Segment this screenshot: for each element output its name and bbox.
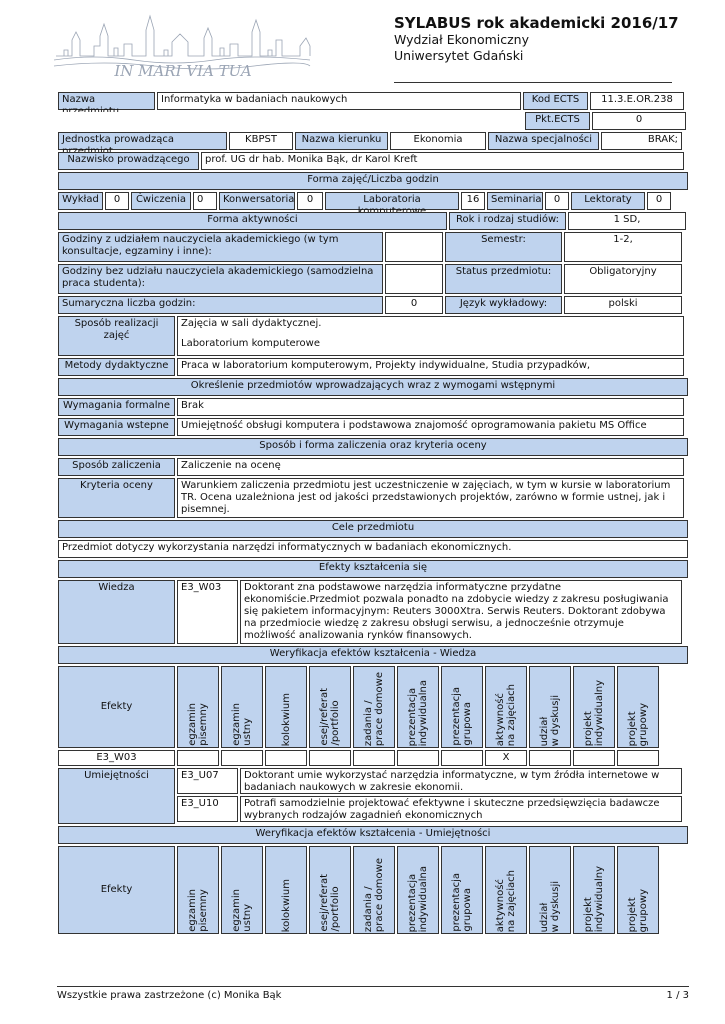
w03-mark	[265, 750, 307, 766]
hours-without-teacher-label: Godziny bez udziału nauczyciela akademickiego (samodzielna praca studenta):	[58, 264, 383, 294]
criteria-value: Warunkiem zaliczenia przedmiotu jest uczestniczenie w zajęciach, w tym w kursie w laboratorium TR. Ocena uzależniona jest od jakości przedstawionych projektów, zarówno w formie ustnej, jak i pisemnej.	[177, 478, 684, 518]
field-value: Ekonomia	[390, 132, 486, 150]
exercises-value: 0	[193, 192, 217, 210]
university-logo	[54, 10, 312, 80]
skills-items	[176, 767, 683, 825]
effects-label: Efekty	[58, 846, 175, 934]
outcomes-section-row	[57, 559, 689, 579]
u07-row	[176, 767, 683, 795]
formal-requirements-label: Wymagania formalne	[58, 398, 175, 416]
course-name-value: Informatyka w badaniach naukowych	[157, 92, 521, 110]
syllabus-title: SYLABUS rok akademicki 2016/17	[394, 14, 679, 32]
specialization-value: BRAK;	[601, 132, 682, 150]
unit-value: KBPST	[229, 132, 293, 150]
didactic-value: Praca w laboratorium komputerowym, Projekty indywidualne, Studia przypadków,	[177, 358, 684, 376]
col-homework: zadania / prace domowe	[353, 846, 395, 934]
activity-form-row	[57, 211, 689, 231]
page-number: 1 / 3	[666, 990, 689, 1001]
w03-mark	[221, 750, 263, 766]
status-label: Status przedmiotu:	[445, 264, 562, 294]
col-individual-project: projekt indywidualny	[573, 846, 615, 934]
university-name: Uniwersytet Gdański	[394, 48, 524, 63]
lecturer-value: prof. UG dr hab. Monika Bąk, dr Karol Kreft	[201, 152, 684, 170]
criteria-row	[57, 477, 689, 519]
assessment-method-row	[57, 457, 689, 477]
w03-text: Doktorant zna podstawowe narzędzia informatyczne przydatne ekonomiście.Przedmiot pozwala ponadto na zdobycie wiedzy z zakresu posługiwania się pakietem informacyjnym: Reuters 3000Xtra. Serwis Reuters. Doktorant zdobywa na przedmiocie wiedzę z zakresu obsługi serwisu, a jednocześnie otrzymuje możliwość analizowania rynków finansowych.	[240, 580, 682, 644]
hours-without-teacher-value	[385, 264, 443, 294]
assessment-section-header: Sposób i forma zaliczenia oraz kryteria oceny	[58, 438, 688, 456]
course-name-row	[57, 91, 689, 111]
ects-points-value: 0	[592, 112, 686, 130]
col-group-project: projekt grupowy	[617, 846, 659, 934]
semester-value: 1-2,	[564, 232, 682, 262]
unit-row	[57, 131, 689, 151]
requirements-section-header: Określenie przedmiotów wprowadzających wraz z wymogami wstępnymi	[58, 378, 688, 396]
knowledge-label: Wiedza	[58, 580, 175, 644]
hours-with-teacher-row	[57, 231, 689, 263]
initial-requirements-value: Umiejętność obsługi komputera i podstawowa znajomość oprogramowania pakietu MS Office	[177, 418, 684, 436]
col-colloquium: kolokwium	[265, 666, 307, 748]
spacer	[58, 112, 523, 130]
realization-value	[177, 316, 684, 356]
course-name-label: Nazwa	[58, 92, 155, 110]
lecturer-row	[57, 151, 689, 171]
col-written-exam: egzamin pisemny	[177, 666, 219, 748]
page-footer	[57, 986, 689, 1001]
u10-text: Potrafi samodzielnie projektować efektywne i skuteczne przedsięwzięcia badawcze wybranych rodzajów zagadnień ekonomicznych	[240, 796, 682, 822]
col-group-presentation: prezentacja grupowa	[441, 666, 483, 748]
total-hours-value: 0	[385, 296, 443, 314]
col-group-presentation: prezentacja grupowa	[441, 846, 483, 934]
col-essay: esej/referat /portfolio	[309, 846, 351, 934]
w03-mark	[529, 750, 571, 766]
w03-mark	[177, 750, 219, 766]
initial-requirements-label: Wymagania wstepne	[58, 418, 175, 436]
year-value: 1 SD,	[568, 212, 686, 230]
w03-mark	[353, 750, 395, 766]
computer-lab-label: Laboratoria	[325, 192, 459, 210]
w03-mark	[309, 750, 351, 766]
u10-row	[176, 795, 683, 823]
language-label: Język wykładowy:	[445, 296, 562, 314]
conversation-value: 0	[297, 192, 323, 210]
col-group-project: projekt grupowy	[617, 666, 659, 748]
ects-points-label: Pkt.ECTS	[525, 112, 590, 130]
formal-requirements-row	[57, 397, 689, 417]
goals-value: Przedmiot dotyczy wykorzystania narzędzi informatycznych w badaniach ekonomicznych.	[58, 540, 688, 558]
w03-verification-code: E3_W03	[58, 750, 175, 766]
forms-section-row	[57, 171, 689, 191]
w03-mark: X	[485, 750, 527, 766]
realization-line-1: Zajęcia w sali dydaktycznej.	[181, 318, 322, 329]
hours-with-teacher-value	[385, 232, 443, 262]
skills-verification-header-row	[57, 845, 689, 935]
initial-requirements-row	[57, 417, 689, 437]
faculty-name: Wydział Ekonomiczny	[394, 32, 530, 47]
effects-label: Efekty	[58, 666, 175, 748]
col-class-activity: aktywność na zajęciach	[485, 846, 527, 934]
total-hours-row	[57, 295, 689, 315]
w03-mark	[617, 750, 659, 766]
col-individual-presentation: prezentacja indywidualna	[397, 666, 439, 748]
realization-row	[57, 315, 689, 357]
col-oral-exam: egzamin ustny	[221, 666, 263, 748]
forms-row	[57, 191, 689, 211]
lectorate-label: Lektoraty	[571, 192, 645, 210]
exercises-label: Ćwiczenia	[131, 192, 191, 210]
unit-label: Jednostka prowadząca	[58, 132, 227, 150]
forms-section-header: Forma zajęć/Liczba godzin	[58, 172, 688, 190]
u07-text: Doktorant umie wykorzystać narzędzia informatyczne, w tym źródła internetowe w badaniach naukowych w zakresie ekonomii.	[240, 768, 682, 794]
lectorate-value: 0	[647, 192, 671, 210]
assessment-section-row	[57, 437, 689, 457]
specialization-label: Nazwa specjalności	[488, 132, 599, 150]
field-label: Nazwa kierunku	[295, 132, 388, 150]
goals-section-header: Cele przedmiotu	[58, 520, 688, 538]
goals-section-row	[57, 519, 689, 539]
w03-verification-row	[57, 749, 689, 767]
hours-without-teacher-row	[57, 263, 689, 295]
semester-label: Semestr:	[445, 232, 562, 262]
skills-label: Umiejętności	[58, 768, 175, 824]
requirements-section-row	[57, 377, 689, 397]
col-oral-exam: egzamin ustny	[221, 846, 263, 934]
copyright-text: Wszystkie prawa zastrzeżone (c) Monika Bąk	[57, 990, 282, 1001]
col-essay: esej/referat /portfolio	[309, 666, 351, 748]
ects-points-row	[57, 111, 689, 131]
didactic-row	[57, 357, 689, 377]
page-header	[0, 0, 725, 90]
formal-requirements-value: Brak	[177, 398, 684, 416]
seminar-value: 0	[545, 192, 569, 210]
assessment-method-value: Zaliczenie na ocenę	[177, 458, 684, 476]
col-discussion: udział w dyskusji	[529, 846, 571, 934]
activity-form-label: Forma aktywności	[58, 212, 447, 230]
lecturer-label: Nazwisko prowadzącego	[58, 152, 199, 170]
ects-code-label: Kod ECTS	[523, 92, 588, 110]
title-block	[394, 14, 679, 64]
w03-code: E3_W03	[177, 580, 238, 644]
col-class-activity: aktywność na zajęciach	[485, 666, 527, 748]
lecture-label: Wykład	[58, 192, 103, 210]
header-divider	[394, 82, 672, 83]
knowledge-outcome-row	[57, 579, 689, 645]
knowledge-verification-section-row	[57, 645, 689, 665]
seminar-label: Seminaria	[487, 192, 543, 210]
u10-code: E3_U10	[177, 796, 238, 822]
col-written-exam: egzamin pisemny	[177, 846, 219, 934]
col-colloquium: kolokwium	[265, 846, 307, 934]
total-hours-label: Sumaryczna liczba godzin:	[58, 296, 383, 314]
skills-verification-section-row	[57, 825, 689, 845]
computer-lab-value: 16	[461, 192, 485, 210]
criteria-label: Kryteria oceny	[58, 478, 175, 518]
syllabus-table	[57, 91, 689, 935]
w03-mark	[397, 750, 439, 766]
skills-outcome-rows	[57, 767, 689, 825]
assessment-method-label: Sposób zaliczenia	[58, 458, 175, 476]
col-individual-project: projekt indywidualny	[573, 666, 615, 748]
hours-with-teacher-label: Godziny z udziałem nauczyciela akademickiego (w tym konsultacje, egzaminy i inne):	[58, 232, 383, 262]
knowledge-verification-header: Weryfikacja efektów kształcenia - Wiedza	[58, 646, 688, 664]
w03-mark	[441, 750, 483, 766]
didactic-label: Metody dydaktyczne	[58, 358, 175, 376]
u07-code: E3_U07	[177, 768, 238, 794]
realization-label: Sposób realizacji zajęć	[58, 316, 175, 356]
col-homework: zadania / prace domowe	[353, 666, 395, 748]
logo-motto: IN MARI VIA TUA	[114, 62, 252, 80]
realization-line-2: Laboratorium komputerowe	[181, 338, 320, 349]
status-value: Obligatoryjny	[564, 264, 682, 294]
w03-mark	[573, 750, 615, 766]
col-discussion: udział w dyskusji	[529, 666, 571, 748]
conversation-label: Konwersatoria	[219, 192, 295, 210]
outcomes-section-header: Efekty kształcenia się	[58, 560, 688, 578]
goals-row	[57, 539, 689, 559]
year-label: Rok i rodzaj studiów:	[449, 212, 566, 230]
lecture-value: 0	[105, 192, 129, 210]
knowledge-verification-header-row	[57, 665, 689, 749]
col-individual-presentation: prezentacja indywidualna	[397, 846, 439, 934]
skills-verification-header: Weryfikacja efektów kształcenia - Umiejętności	[58, 826, 688, 844]
language-value: polski	[564, 296, 682, 314]
ects-code-value: 11.3.E.OR.238	[590, 92, 684, 110]
